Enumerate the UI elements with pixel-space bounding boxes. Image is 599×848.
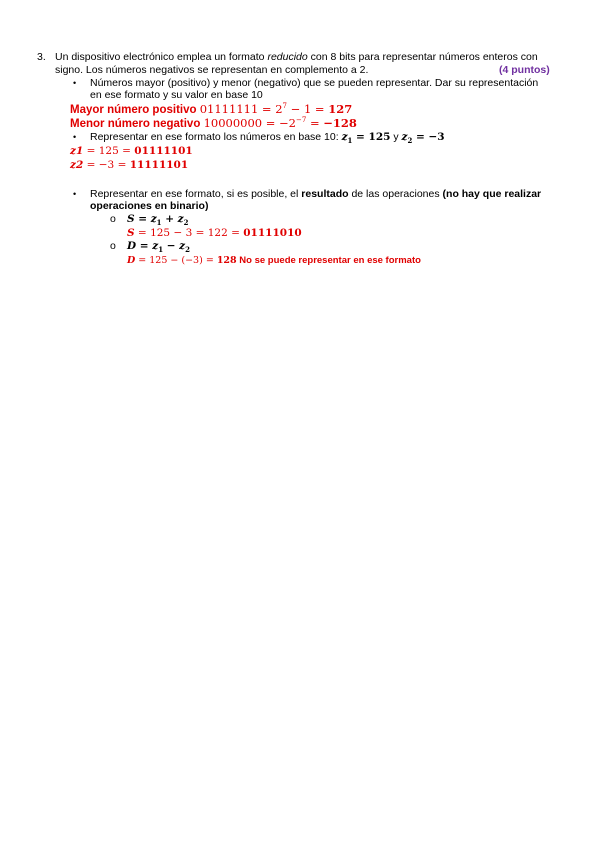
s-definition xyxy=(127,213,189,226)
z2-symbol: z xyxy=(401,131,408,143)
s-bits: 01111010 xyxy=(243,227,302,239)
intro-line-2: signo. Los números negativos se representan en complemento a 2. xyxy=(55,64,369,76)
q2-text: Representar en ese formato los números en base 10: xyxy=(90,131,342,143)
z2-symbol: z xyxy=(179,240,186,252)
intro-line-1 xyxy=(55,51,538,64)
z1-symbol: z xyxy=(152,240,159,252)
s-eq: = xyxy=(134,213,151,225)
bullet: • xyxy=(73,132,77,142)
sub-bullet: o xyxy=(110,213,116,225)
d-eq: = xyxy=(136,240,153,252)
points-label: (4 puntos) xyxy=(499,64,550,76)
min-label: Menor número negativo xyxy=(70,118,201,130)
answer-min-negative xyxy=(70,117,357,131)
bullet: • xyxy=(73,78,77,88)
max-rest: − 1 = xyxy=(287,102,329,116)
q3-bold: resultado xyxy=(301,188,349,200)
q1-line-1: Números mayor (positivo) y menor (negativo) que se pueden representar. Dar su representación xyxy=(90,77,539,89)
z1-equation: = 125 = xyxy=(83,145,135,157)
max-bits: 01111111 = 2 xyxy=(199,102,283,116)
z1-symbol: z xyxy=(341,131,348,143)
z2-value: = −3 xyxy=(412,131,445,143)
s-equation: = 125 − 3 = 122 = xyxy=(134,227,244,239)
z2-symbol: z xyxy=(177,213,184,225)
q3-bold-note: (no hay que realizar xyxy=(442,188,542,200)
z2-equation: = −3 = xyxy=(83,159,130,171)
answer-z1 xyxy=(70,145,193,158)
s-symbol: S xyxy=(127,227,135,239)
conjunction: y xyxy=(390,131,402,143)
q3-line-2: operaciones en binario) xyxy=(90,200,209,212)
d-definition xyxy=(127,240,190,253)
z1-subscript: 1 xyxy=(347,136,353,146)
d-equation: = 125 − (−3) = xyxy=(135,255,217,266)
z2-bits: 11111101 xyxy=(129,159,189,171)
answer-max-positive xyxy=(70,103,352,117)
intro-italic: reducido xyxy=(267,51,308,63)
d-symbol: D xyxy=(127,255,136,266)
z1-subscript: 1 xyxy=(158,245,164,255)
z1-value: = 125 xyxy=(352,131,391,143)
min-rest: = xyxy=(306,116,324,130)
d-answer xyxy=(127,254,421,267)
q3-text-cont: de las operaciones xyxy=(348,188,443,200)
answer-z2 xyxy=(70,159,188,172)
z2-subscript: 2 xyxy=(407,136,413,146)
d-not-representable: No se puede representar en ese formato xyxy=(236,255,421,266)
z1-symbol: z xyxy=(150,213,157,225)
max-exponent: 7 xyxy=(282,102,287,111)
min-exponent: −7 xyxy=(296,116,307,125)
z2-subscript: 2 xyxy=(183,218,189,228)
z1-label: z1 xyxy=(70,145,84,157)
max-label: Mayor número positivo xyxy=(70,104,197,116)
d-value: 128 xyxy=(216,255,237,266)
z2-subscript: 2 xyxy=(185,245,191,255)
plus-sign: + xyxy=(161,213,178,225)
sub-bullet: o xyxy=(110,240,116,252)
minus-sign: − xyxy=(163,240,180,252)
min-value: −128 xyxy=(323,116,357,130)
intro-text: Un dispositivo electrónico emplea un formato xyxy=(55,51,268,63)
s-answer xyxy=(127,227,302,240)
z2-label: z2 xyxy=(70,159,84,171)
q3-text: Representar en ese formato, si es posible, el xyxy=(90,188,302,200)
d-symbol: D xyxy=(127,240,137,252)
q1-line-2: en ese formato y su valor en base 10 xyxy=(90,89,263,101)
max-value: 127 xyxy=(328,102,353,116)
bullet: • xyxy=(73,189,77,199)
q2-line xyxy=(90,131,445,144)
min-bits: 10000000 = −2 xyxy=(203,116,296,130)
intro-text-cont: con 8 bits para representar números enteros con xyxy=(307,51,538,63)
z1-bits: 01111101 xyxy=(134,145,193,157)
z1-subscript: 1 xyxy=(156,218,162,228)
s-symbol: S xyxy=(127,213,135,225)
item-number: 3. xyxy=(37,51,46,63)
